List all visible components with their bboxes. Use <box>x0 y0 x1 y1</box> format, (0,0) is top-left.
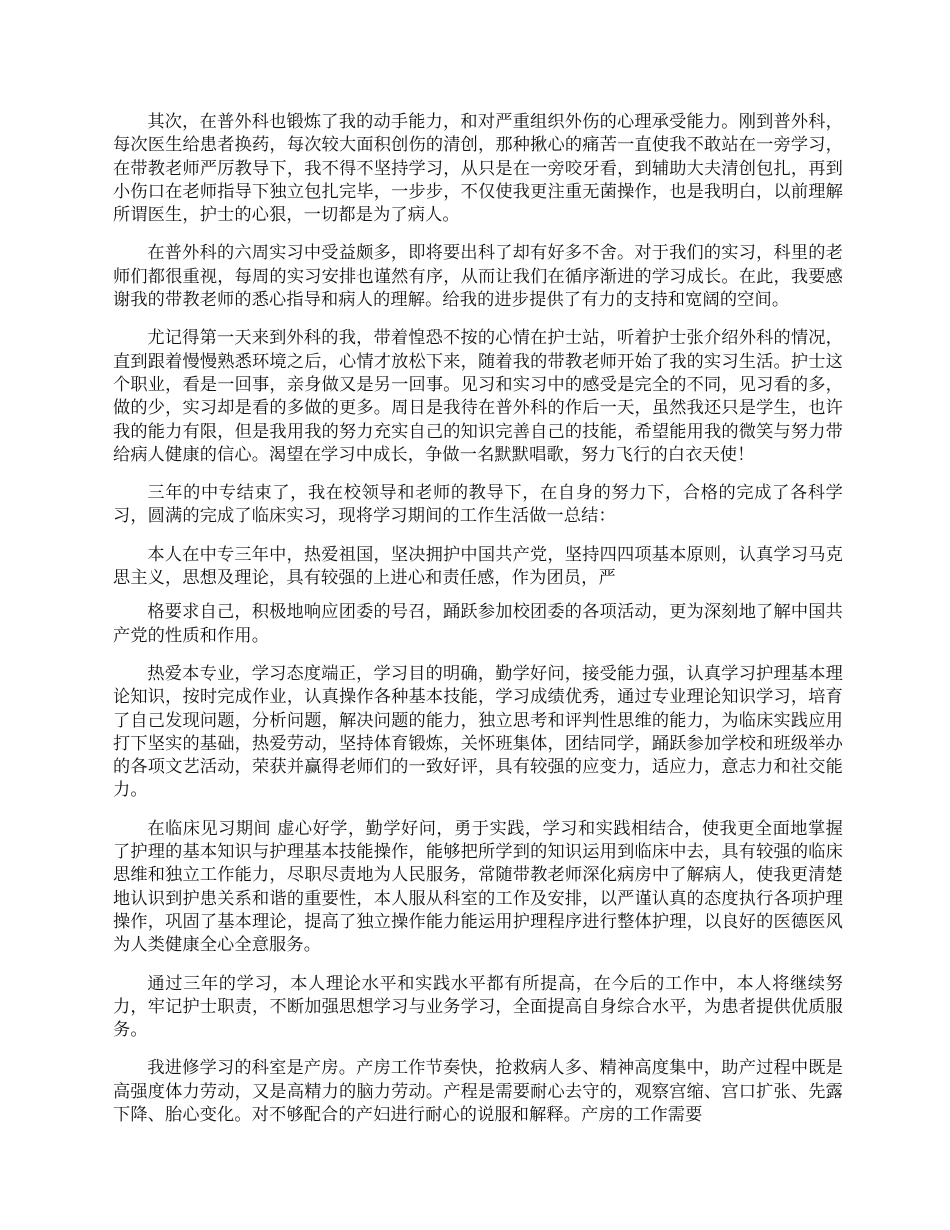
paragraph-six-week-internship: 在普外科的六周实习中受益颇多，即将要出科了却有好多不舍。对于我们的实习，科里的老师们都很重视，每周的实习安排也谨然有序，从而让我们在循序渐进的学习成长。在此，我要感谢我的带教老师的悉心指导和病人的理解。给我的进步提供了有力的支持和宽阔的空间。 <box>113 243 843 311</box>
document-page <box>113 111 843 1142</box>
paragraph-self-discipline: 格要求自己，积极地响应团委的号召，踊跃参加校团委的各项活动，更为深刻地了解中国共产党的性质和作用。 <box>113 602 843 646</box>
paragraph-first-day: 尤记得第一天来到外科的我，带着惶恐不按的心情在护士站，听着护士张介绍外科的情况，直到跟着慢慢熟悉环境之后，心情才放松下来，随着我的带教老师开始了我的实习生活。护士这个职业，看是一回事，亲身做又是另一回事。见习和实习中的感受是完全的不同，见习看的多，做的少，实习却是看的多做的更多。周日是我待在普外科的作后一天，虽然我还只是学生，也许我的能力有限，但是我用我的努力充实自己的知识完善自己的技能，希望能用我的微笑与努力带给病人健康的信心。渴望在学习中成长，争做一名默默唱歌，努力飞行的白衣天使！ <box>113 328 843 465</box>
paragraph-delivery-room: 我进修学习的科室是产房。产房工作节奏快，抢救病人多、精神高度集中，助产过程中既是高强度体力劳动，又是高精力的脑力劳动。产程是需要耐心去守的，观察宫缩、宫口扩张、先露下降、胎心变化。对不够配合的产妇进行耐心的说服和解释。产房的工作需要 <box>113 1058 843 1125</box>
paragraph-future-work: 通过三年的学习，本人理论水平和实践水平都有所提高，在今后的工作中，本人将继续努 力，牢记护士职责，不断加强思想学习与业务学习，全面提高自身综合水平，为患者提供优质服务。 <box>113 973 843 1041</box>
paragraph-study-attitude: 热爱本专业，学习态度端正，学习目的明确，勤学好问，接受能力强，认真学习护理基本理论知识，按时完成作业，认真操作各种基本技能，学习成绩优秀，通过专业理论知识学习，培育了自己发现问题，分析问题，解决问题的能力，独立思考和评判性思维的能力，为临床实践应用打下坚实的基础，热爱劳动，坚持体育锻炼，关怀班集体，团结同学，踊跃参加学校和班级举办的各项文艺活动，荣获并赢得老师们的一致好评，具有较强的应变力，适应力，意志力和社交能力。 <box>113 663 843 801</box>
paragraph-surgery-skills: 其次，在普外科也锻炼了我的动手能力，和对严重组织外伤的心理承受能力。刚到普外科，每次医生给患者换药，每次较大面积创伤的清创，那种揪心的痛苦一直使我不敢站在一旁学习，在带教老师严厉教导下，我不得不坚持学习，从只是在一旁咬牙看，到辅助大夫清创包扎，再到小伤口在老师指导下独立包扎完毕，一步步，不仅使我更注重无菌操作，也是我明白，以前理解所谓医生，护士的心狠，一切都是为了病人。 <box>113 112 843 226</box>
paragraph-clinical-practice: 在临床见习期间 虚心好学，勤学好问，勇于实践，学习和实践相结合，使我更全面地掌握了护理的基本知识与护理基本技能操作，能够把所学到的知识运用到临床中去，具有较强的临床思维和独立工作能力，尽职尽责地为人民服务，常随带教老师深化病房中了解病人，使我更清楚地认识到护患关系和谐的重要性，本人服从科室的工作及安排，以严谨认真的态度执行各项护理操作，巩固了基本理论，提高了独立操作能力能运用护理程序进行整体护理，以良好的医德医风为人类健康全心全意服务。 <box>113 818 843 956</box>
paragraph-political-stance: 本人在中专三年中，热爱祖国，坚决拥护中国共产党，坚持四四项基本原则，认真学习马克思主义，思想及理论，具有较强的上进心和责任感，作为团员，严 <box>113 544 843 589</box>
paragraph-three-years-summary: 三年的中专结束了，我在校领导和老师的教导下，在自身的努力下，合格的完成了各科学习，圆满的完成了临床实习，现将学习期间的工作生活做一总结： <box>113 483 843 527</box>
